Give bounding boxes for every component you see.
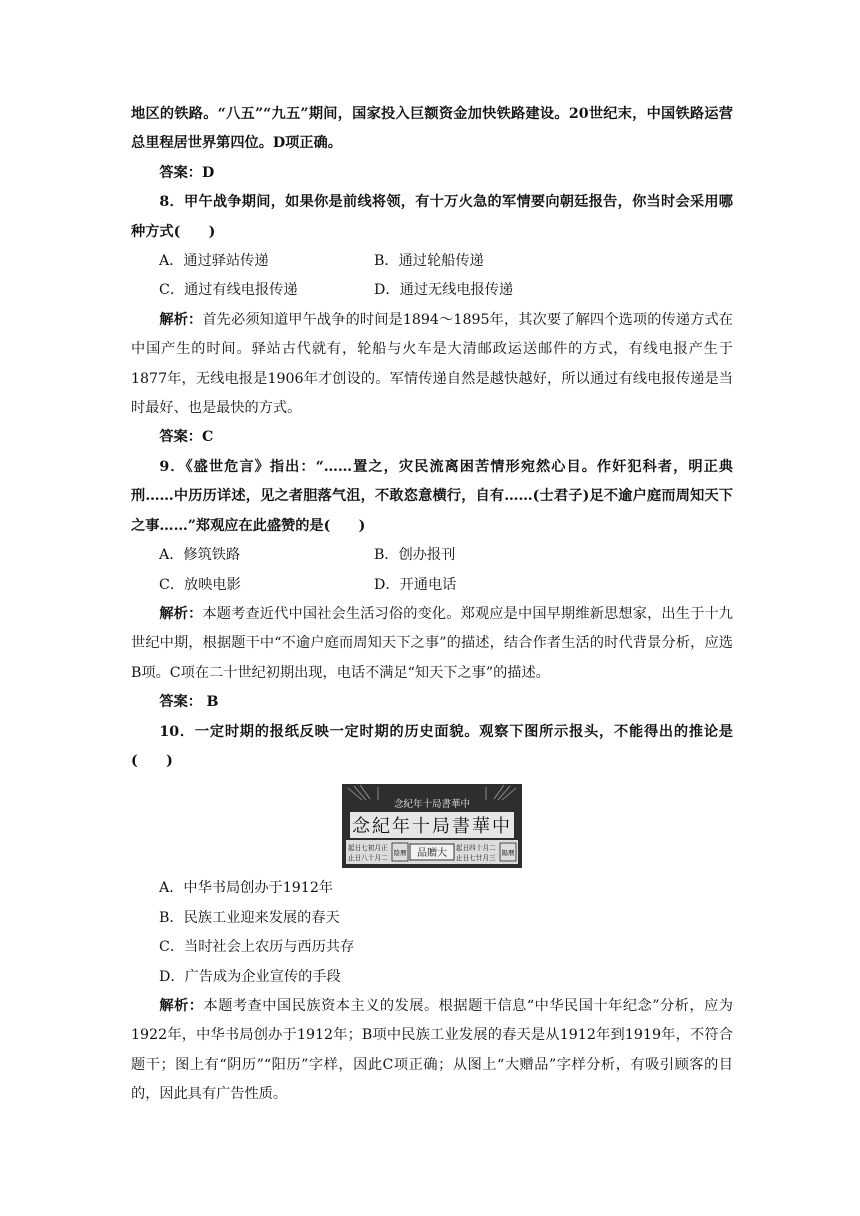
q9-options-row-1 <box>131 541 733 570</box>
q8-answer-value: C <box>201 429 214 446</box>
q9-analysis <box>131 600 733 688</box>
q9-options-row-2 <box>131 571 733 600</box>
masthead-solar-tag: 陽曆 <box>501 849 515 858</box>
q8-option-c: C．通过有线电报传递 <box>159 282 298 299</box>
q9-answer-line <box>131 688 733 717</box>
answer-label: 答案： <box>159 694 202 711</box>
newspaper-masthead-figure <box>342 784 522 868</box>
q9-option-b: B．创办报刊 <box>374 547 456 564</box>
masthead-svg <box>342 784 522 868</box>
analysis-label: 解析： <box>159 311 203 328</box>
answer-label: 答案： <box>159 164 202 181</box>
masthead-solar-end: 止日七廿月三 <box>456 854 496 863</box>
q10-option-b: B．民族工业迎来发展的春天 <box>159 909 340 926</box>
masthead-main-title: 念紀年十局書華中 <box>352 816 512 838</box>
q8-option-a: A．通过驿站传递 <box>159 253 269 270</box>
intro-paragraph: 地区的铁路。“八五”“九五”期间，国家投入巨额资金加快铁路建设。20世纪末，中国铁路运营总里程居世界第四位。D项正确。 <box>131 106 733 152</box>
q8-analysis-text: 首先必须知道甲午战争的时间是1894～1895年，其次要了解四个选项的传递方式在中国产生的时间。驿站古代就有，轮船与火车是大清邮政运送邮件的方式，有线电报产生于1877年，无线电报是1906年才创设的。军情传递自然是越快越好，所以通过有线电报传递是当时最好、也是最快的方式。 <box>131 311 733 417</box>
q9-option-d: D．开通电话 <box>374 576 457 593</box>
masthead-lunar-tag: 陰曆 <box>393 849 407 858</box>
masthead-lunar-start: 起日七初月正 <box>348 844 388 853</box>
masthead-small-title: 念紀年十局書華中 <box>393 799 471 811</box>
q10-option-a: A．中华书局创办于1912年 <box>159 880 334 897</box>
masthead-gift-tag: 品贈大 <box>417 848 447 860</box>
q8-stem: 8．甲午战争期间，如果你是前线将领，有十万火急的军情要向朝廷报告，你当时会采用哪种方式( ) <box>131 194 733 240</box>
answer-label: 答案： <box>159 429 202 446</box>
q7-answer-line <box>131 159 733 188</box>
q8-options-row-2 <box>131 276 733 305</box>
q8-answer-line <box>131 423 733 452</box>
q8-option-d: D．通过无线电报传递 <box>374 282 514 299</box>
masthead-lunar-end: 止日八十月二 <box>348 854 388 863</box>
document-page <box>131 100 733 1110</box>
analysis-label: 解析： <box>159 605 203 622</box>
q9-option-a: A．修筑铁路 <box>159 547 241 564</box>
q10-analysis <box>131 992 733 1110</box>
analysis-label: 解析： <box>159 997 204 1014</box>
q9-stem: 9．《盛世危言》指出：“……置之，灾民流离困苦情形宛然心目。作奸犯科者，明正典刑……中历历详述，见之者胆落气沮，不敢恣意横行，自有……(士君子)足不逾户庭而周知天下之事……”郑观应在此盛赞的是( ) <box>131 458 733 534</box>
q8-options-row-1 <box>131 247 733 276</box>
q10-option-d: D．广告成为企业宣传的手段 <box>159 968 341 985</box>
q8-option-b: B．通过轮船传递 <box>374 253 484 270</box>
masthead-solar-start: 起日四十月二 <box>456 844 496 853</box>
q8-analysis <box>131 306 733 424</box>
q10-analysis-text: 本题考查中国民族资本主义的发展。根据题干信息“中华民国十年纪念”分析，应为1922年，中华书局创办于1912年；B项中民族工业发展的春天是从1912年到1919年，不符合题干；图上有“阴历”“阳历”字样，因此C项正确；从图上“大赠品”字样分析，有吸引顾客的目的，因此具有广告性质。 <box>131 997 733 1103</box>
q7-answer-value: D <box>201 164 215 181</box>
q9-answer-value: B <box>206 694 219 711</box>
q9-option-c: C．放映电影 <box>159 576 241 593</box>
q9-analysis-text: 本题考查近代中国社会生活习俗的变化。郑观应是中国早期维新思想家，出生于十九世纪中期，根据题干中“不逾户庭而周知天下之事”的描述，结合作者生活的时代背景分析，应选B项。C项在二十世纪初期出现，电话不满足“知天下之事”的描述。 <box>131 605 733 681</box>
q10-option-c: C．当时社会上农历与西历共存 <box>159 939 355 956</box>
q10-stem: 10．一定时期的报纸反映一定时期的历史面貌。观察下图所示报头，不能得出的推论是( ) <box>131 723 733 769</box>
